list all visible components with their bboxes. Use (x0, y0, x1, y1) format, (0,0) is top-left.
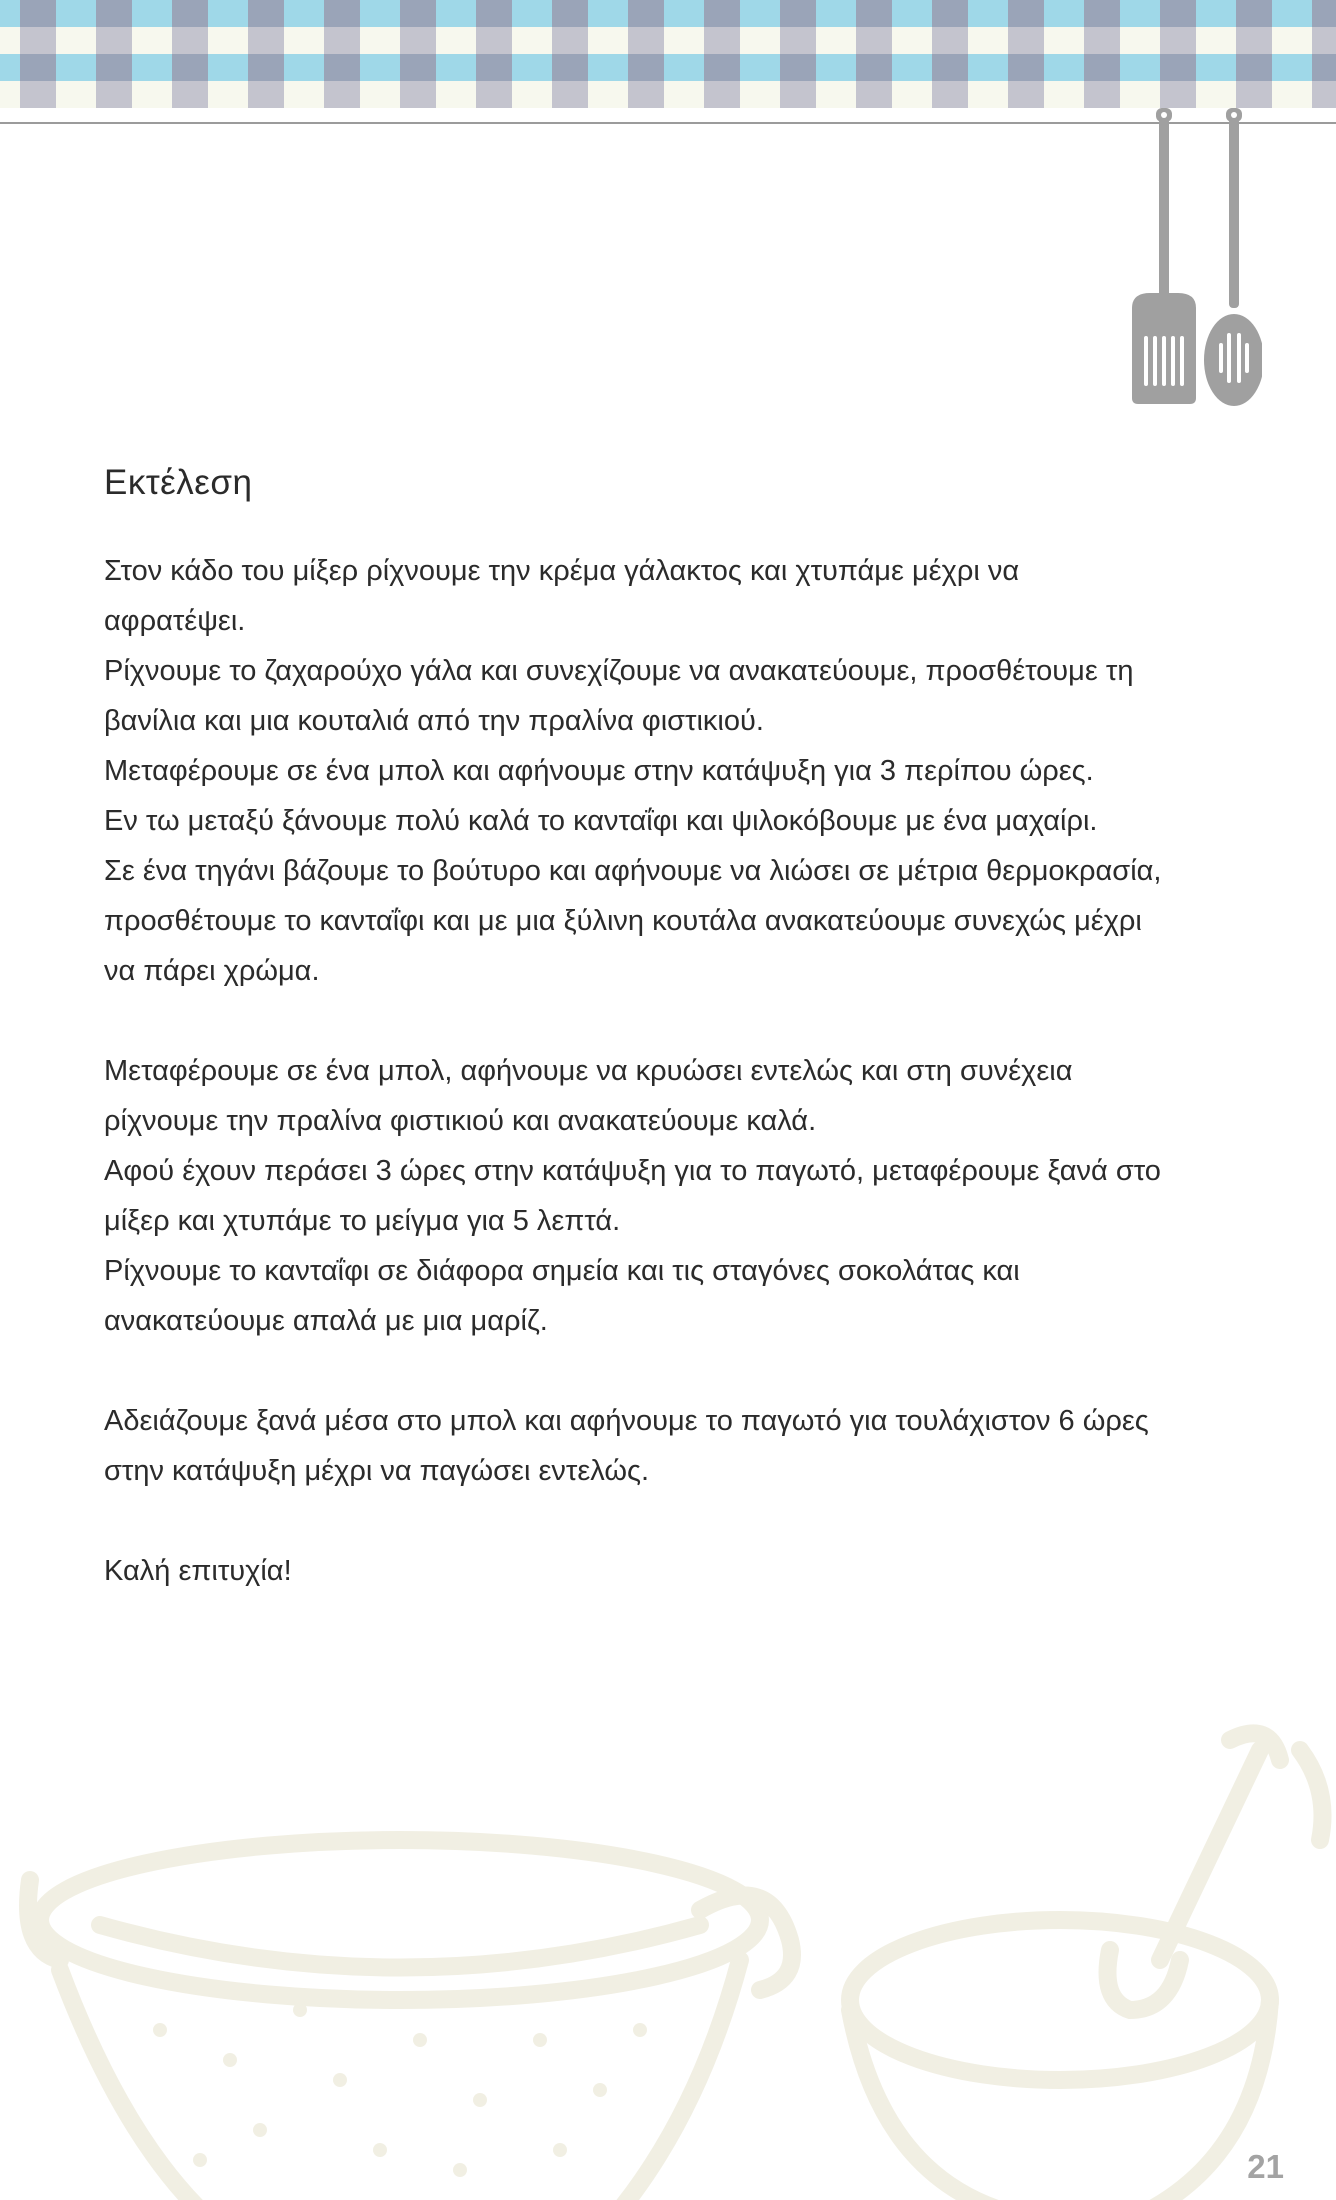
section-heading: Εκτέλεση (104, 463, 253, 502)
mixing-bowl-whisk-icon (850, 1733, 1323, 2200)
colander-icon (28, 1840, 792, 2200)
closing-line: Καλή επιτυχία! (104, 1555, 292, 1587)
instruction-step: Ρίχνουμε το κανταΐφι σε διάφορα σημεία και τις σταγόνες σοκολάτας και ανακατεύουμε απαλά με μια μαρίζ. (104, 1255, 1020, 1337)
page-number: 21 (1247, 2148, 1284, 2185)
instruction-step: Στον κάδο του μίξερ ρίχνουμε την κρέμα γάλακτος και χτυπάμε μέχρι να αφρατέψει. (104, 555, 1020, 637)
instruction-step: Μεταφέρουμε σε ένα μπολ και αφήνουμε στην κατάψυξη για 3 περίπου ώρες. (104, 755, 1094, 787)
instruction-step: Μεταφέρουμε σε ένα μπολ, αφήνουμε να κρυώσει εντελώς και στη συνέχεια ρίχνουμε την πραλίνα φιστικιού και ανακατεύουμε καλά. (104, 1055, 1073, 1137)
instruction-step: Εν τω μεταξύ ξάνουμε πολύ καλά το κανταΐφι και ψιλοκόβουμε με ένα μαχαίρι. (104, 805, 1098, 837)
spatula-and-skimmer-icon (1122, 108, 1262, 408)
instruction-step: Ρίχνουμε το ζαχαρούχο γάλα και συνεχίζουμε να ανακατεύουμε, προσθέτουμε τη βανίλια και μια κουταλιά από την πραλίνα φιστικιού. (104, 655, 1134, 737)
instruction-step: Αδειάζουμε ξανά μέσα στο μπολ και αφήνουμε το παγωτό για τουλάχιστον 6 ώρες στην κατάψυξη μέχρι να παγώσει εντελώς. (104, 1405, 1149, 1487)
recipe-instructions (104, 460, 1164, 1596)
kitchenware-decoration (0, 1710, 1336, 2200)
instruction-step: Σε ένα τηγάνι βάζουμε το βούτυρο και αφήνουμε να λιώσει σε μέτρια θερμοκρασία, προσθέτουμε το κανταΐφι και με μια ξύλινη κουτάλα ανακατεύουμε συνεχώς μέχρι να πάρει χρώμα. (104, 855, 1162, 987)
gingham-border (0, 0, 1336, 108)
instruction-step: Αφού έχουν περάσει 3 ώρες στην κατάψυξη για το παγωτό, μεταφέρουμε ξανά στο μίξερ και χτυπάμε το μείγμα για 5 λεπτά. (104, 1155, 1161, 1237)
